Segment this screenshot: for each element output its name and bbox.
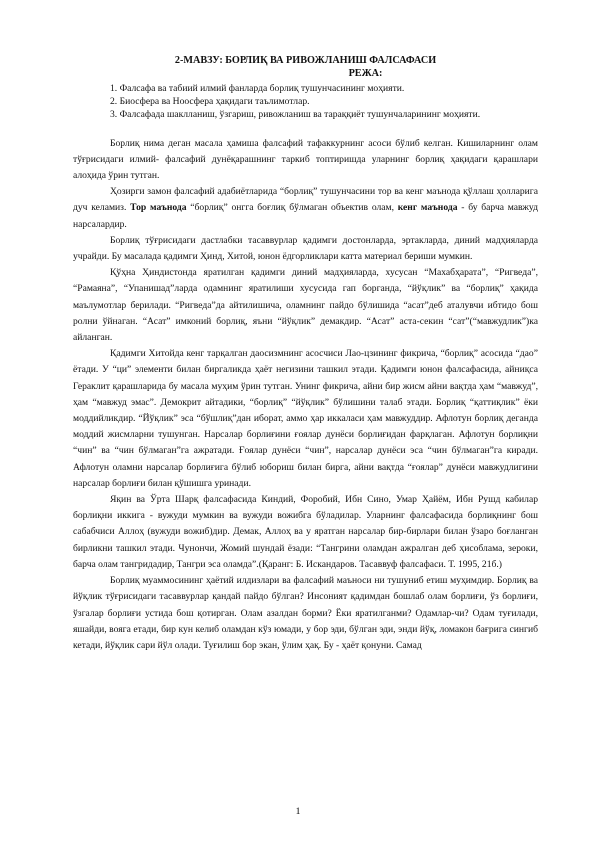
plan-heading: РЕЖА:: [348, 68, 383, 79]
paragraph-4: Қўҳна Ҳиндистонда яратилган қадимги диний мадҳияларда, хусусан “Махабҳарата”, “Ригведа”, “Рамаяна”, “Упанишад”ларда одамнинг яратилиши хусусида гап борганда, “йўқлик” ва “борлиқ” ҳақида маълумотлар берилади. “Ригведа”да айтилишича, оламнинг пайдо бўлишида “асат”деб аталувчи ибтидо бош ролни ўйнаган. “Асат” имконий борлиқ, яъни “йўқлик” демакдир. “Асат” аста-секин “сат”(“мавжудлик”)ка айланган.: [73, 267, 538, 344]
paragraph-6: Яқин ва Ўрта Шарқ фалсафасида Киндий, Форобий, Ибн Сино, Умар Ҳайём, Ибн Рушд кабилар борлиқни иккига - вужуди мумкин ва вужуди вожибга бўладилар. Уларнинг фалсафасида борлиқнинг бош сабабчиси Аллоҳ (вужуди вожиб)дир. Демак, Аллоҳ ва у яратган нарсалар бир-бирлари билан ўзаро боғланган бирликни ташкил этади. Чунончи, Жомий шундай ёзади: “Тангрини оламдан ажралган деб ҳисоблама, зероки, барча олам тангридадир, Тангри эса оламда”.(Қаранг: Б. Искандаров. Тасаввуф фалсафаси. Т. 1995, 21б.): [73, 494, 538, 570]
paragraph-3: Борлиқ тўғрисидаги дастлабки тасаввурлар қадимги достонларда, эртакларда, диний мадҳияларда учрайди. Бу масалада қадимги Ҳинд, Хитой, юнон ёдгорликлари катта материал бериши мумкин.: [73, 234, 538, 263]
paragraph-7: Борлиқ муаммосининг ҳаётий илдизлари ва фалсафий маъноси ни тушуниб етиш муҳимдир. Борлиқ ва йўқлик тўғрисидаги тасаввурлар қандай пайдо бўлган? Инсоният қадимдан бошлаб олам борлиғи, ўз борлиғи, ўзгалар борлиғи устида бош қотирган. Олам азалдан борми? Ёки яратилганми? Одамлар-чи? Одам туғилади, яшайди, вояга етади, бир кун келиб оламдан кўз юмади, у бор эди, бўлган эди, энди йўқ, ломакон бағрига сингиб кетади, йўқлик сари йўл олади. Туғилиш бор экан, ўлим ҳақ. Бу - ҳаёт қонуни. Самад: [73, 575, 538, 651]
plan-item-1: 1. Фалсафа ва табиий илмий фанларда борлиқ тушунчасининг моҳияти.: [110, 83, 405, 94]
plan-item-3: 3. Фалсафада шаклланиш, ўзгариш, ривожланиш ва тараққиёт тушунчаларининг моҳияти.: [110, 109, 481, 121]
paragraph-2-text-e: - бу барча мавжуд нарсалардир.: [73, 202, 538, 230]
spacer: [73, 122, 538, 136]
paragraph-2-text-a: Ҳозирги замон фалсафий адабиётларида “борлиқ” тушунчасини тор ва кенг маънода қўллаш ҳолларига дуч келамиз.: [73, 186, 538, 214]
paragraph-1: Борлиқ нима деган масала ҳамиша фалсафий тафаккурнинг асоси бўлиб келган. Кишиларнинг олам тўғрисидаги илмий- фалсафий дунёқарашнинг таркиб топтиришда уларнинг борлиқ ҳақидаги қарашлари алоҳида ўрин тутган.: [73, 137, 538, 182]
paragraph-2-bold-broad: кенг маънода: [397, 202, 458, 214]
paragraph-2: [73, 184, 538, 233]
plan-item-2: 2. Биосфера ва Ноосфера ҳақидаги таълимотлар.: [110, 96, 310, 108]
paragraph-2-bold-narrow: Тор маънода: [130, 202, 187, 214]
paragraph-2-text-c: “борлиқ” онгга боғлиқ бўлмаган объектив олам,: [186, 202, 398, 214]
document-title: 2-МАВЗУ: БОРЛИҚ ВА РИВОЖЛАНИШ ФАЛСАФАСИ: [174, 55, 437, 66]
paragraph-5: Қадимги Хитойда кенг тарқалган даосизмнинг асосчиси Лао-цзининг фикрича, “борлиқ” асосида “дао” ётади. У “ци” элементи билан биргаликда ҳаёт негизини ташкил этади. Қадимги юнон фалсафасида, айниқса Гераклит қарашларида бу масала муҳим ўрин тутган. Унинг фикрича, айни бир жисм айни вақтда ҳам “мавжуд”, ҳам “мавжуд эмас”. Демокрит айтадики, “борлиқ” “йўқлик” бўлишини талаб этади. Борлиқ “қаттиқлик” ёки моддийликдир. “Йўқлик” эса “бўшлиқ”дан иборат, аммо ҳар иккаласи ҳам мавжуддир. Афлотун борлиқ деганда моддий жисмларни тушунган. Нарсалар борлиғини ғоялар дунёси борлиғидан фарқлаган. Афлотун борлиқни “чин” ва “чин бўлмаган”га ажратади. Ғоялар дунёси “чин”, нарсалар дунёси эса “чин бўлмаган”га киради. Афлотун оламни нарсалар борлиғига бўлиб юбориш билан бирга, айни вақтда “ғоялар” дунёси мавжудлигини нарсалар борлиғи билан қўшишга уринади.: [73, 348, 538, 489]
page-number: 1: [295, 806, 301, 817]
plan-list: [73, 82, 538, 122]
